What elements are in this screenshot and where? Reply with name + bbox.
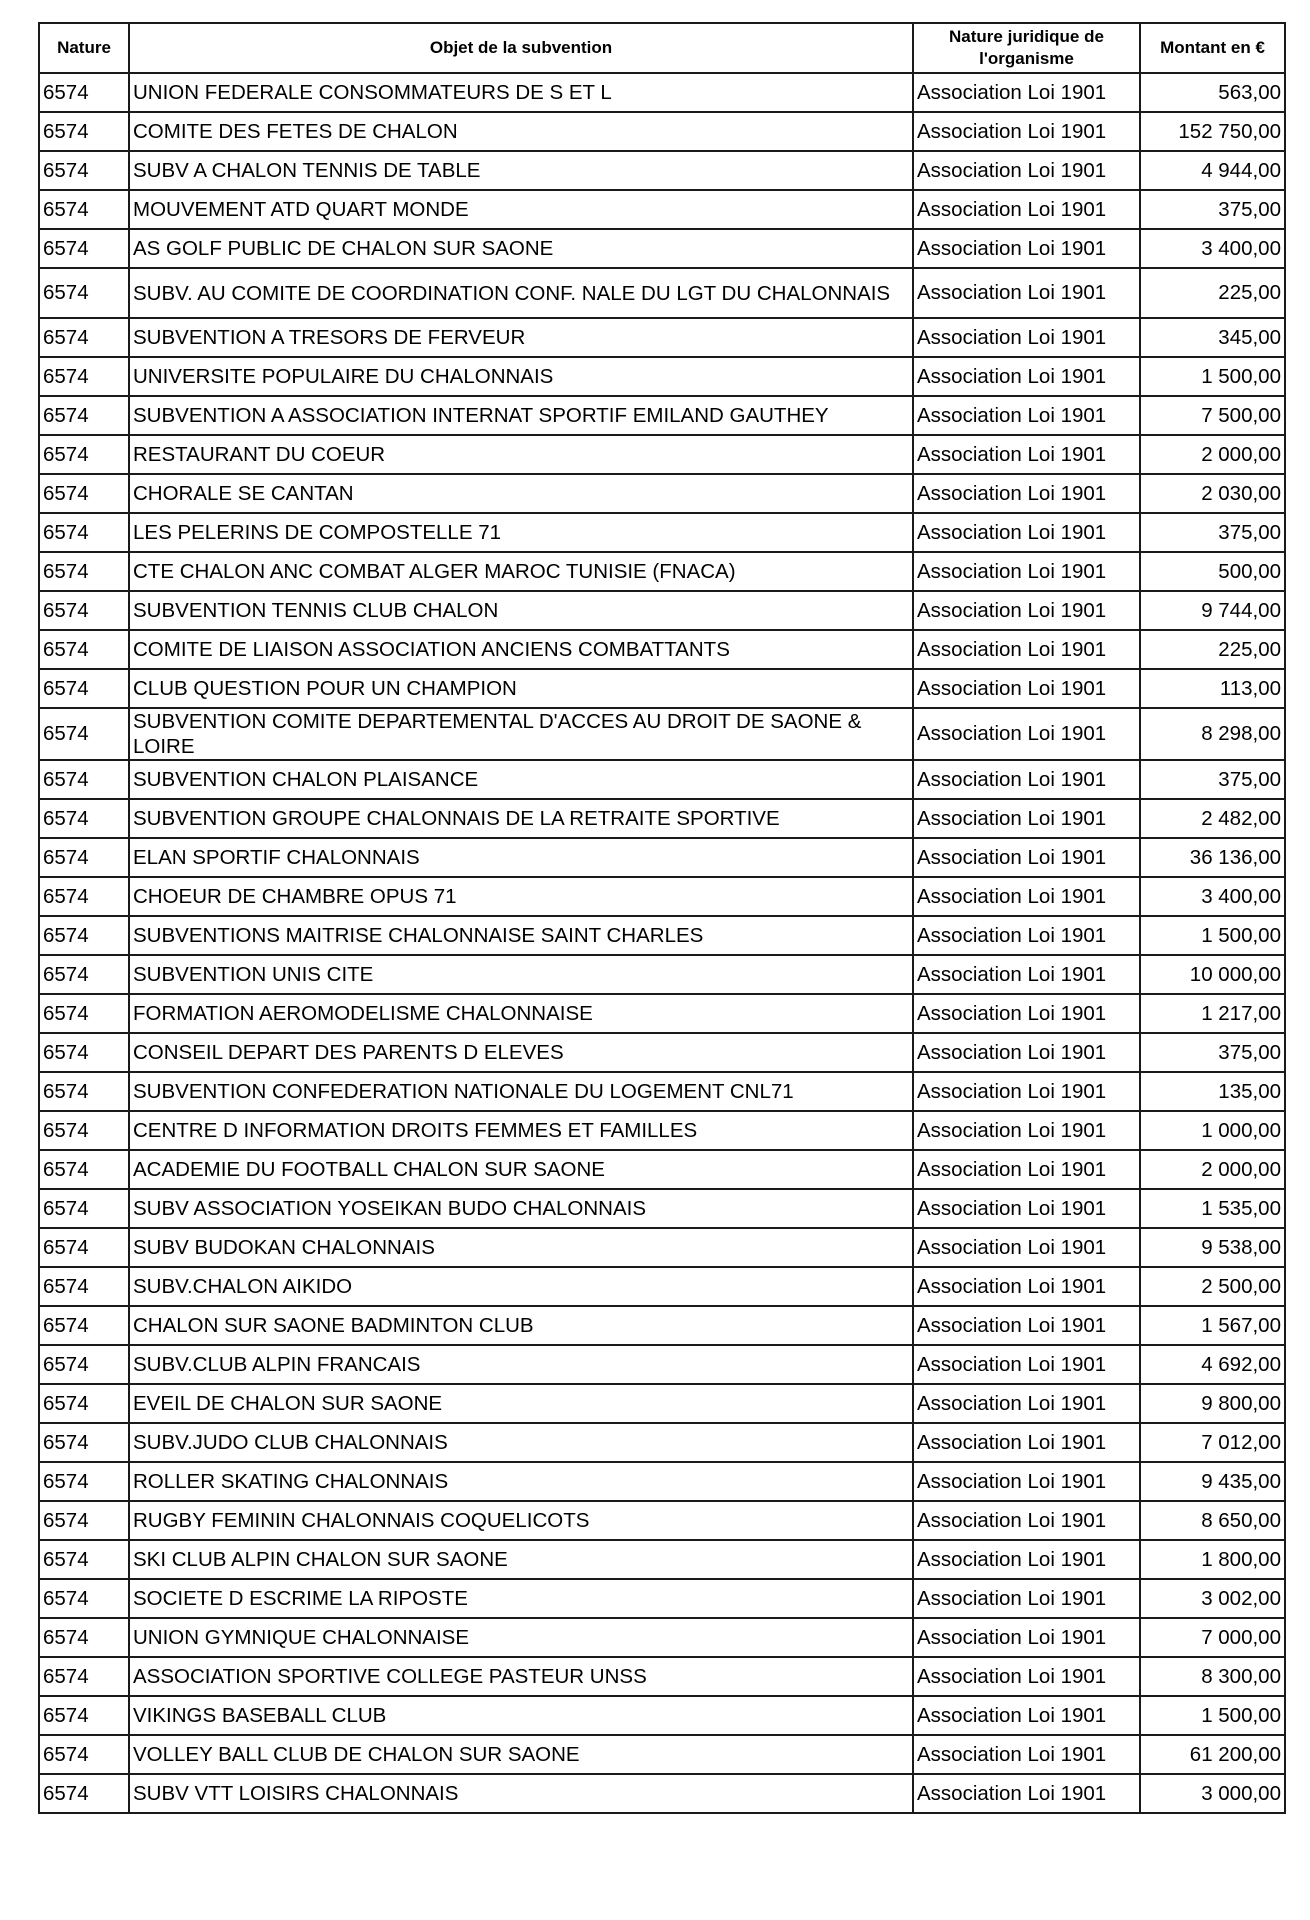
cell-objet: CHORALE SE CANTAN bbox=[129, 474, 913, 513]
cell-nature: 6574 bbox=[39, 435, 129, 474]
cell-nature-juridique: Association Loi 1901 bbox=[913, 877, 1140, 916]
cell-objet: SUBV ASSOCIATION YOSEIKAN BUDO CHALONNAIS bbox=[129, 1189, 913, 1228]
cell-objet: AS GOLF PUBLIC DE CHALON SUR SAONE bbox=[129, 229, 913, 268]
cell-nature-juridique: Association Loi 1901 bbox=[913, 1501, 1140, 1540]
cell-objet: CLUB QUESTION POUR UN CHAMPION bbox=[129, 669, 913, 708]
cell-nature-juridique: Association Loi 1901 bbox=[913, 190, 1140, 229]
cell-nature-juridique: Association Loi 1901 bbox=[913, 1228, 1140, 1267]
cell-montant: 1 500,00 bbox=[1140, 1696, 1285, 1735]
cell-objet: SUBV VTT LOISIRS CHALONNAIS bbox=[129, 1774, 913, 1813]
cell-objet: LES PELERINS DE COMPOSTELLE 71 bbox=[129, 513, 913, 552]
cell-nature-juridique: Association Loi 1901 bbox=[913, 435, 1140, 474]
table-row bbox=[39, 591, 1285, 630]
cell-objet: CHOEUR DE CHAMBRE OPUS 71 bbox=[129, 877, 913, 916]
cell-objet: VOLLEY BALL CLUB DE CHALON SUR SAONE bbox=[129, 1735, 913, 1774]
cell-montant: 2 482,00 bbox=[1140, 799, 1285, 838]
cell-nature-juridique: Association Loi 1901 bbox=[913, 1306, 1140, 1345]
cell-objet: RESTAURANT DU COEUR bbox=[129, 435, 913, 474]
table-row bbox=[39, 1735, 1285, 1774]
cell-nature: 6574 bbox=[39, 994, 129, 1033]
table-row bbox=[39, 357, 1285, 396]
cell-objet: COMITE DE LIAISON ASSOCIATION ANCIENS COMBATTANTS bbox=[129, 630, 913, 669]
cell-nature: 6574 bbox=[39, 268, 129, 318]
table-row bbox=[39, 552, 1285, 591]
cell-objet: ROLLER SKATING CHALONNAIS bbox=[129, 1462, 913, 1501]
cell-montant: 9 538,00 bbox=[1140, 1228, 1285, 1267]
cell-nature: 6574 bbox=[39, 799, 129, 838]
cell-nature: 6574 bbox=[39, 1306, 129, 1345]
table-row bbox=[39, 1618, 1285, 1657]
cell-nature-juridique: Association Loi 1901 bbox=[913, 1540, 1140, 1579]
cell-nature-juridique: Association Loi 1901 bbox=[913, 151, 1140, 190]
cell-montant: 3 000,00 bbox=[1140, 1774, 1285, 1813]
cell-nature: 6574 bbox=[39, 1540, 129, 1579]
cell-nature: 6574 bbox=[39, 591, 129, 630]
cell-nature: 6574 bbox=[39, 955, 129, 994]
cell-nature: 6574 bbox=[39, 630, 129, 669]
cell-objet: SKI CLUB ALPIN CHALON SUR SAONE bbox=[129, 1540, 913, 1579]
cell-nature-juridique: Association Loi 1901 bbox=[913, 1111, 1140, 1150]
cell-montant: 2 000,00 bbox=[1140, 1150, 1285, 1189]
table-row bbox=[39, 669, 1285, 708]
cell-nature: 6574 bbox=[39, 1501, 129, 1540]
cell-montant: 2 030,00 bbox=[1140, 474, 1285, 513]
cell-montant: 375,00 bbox=[1140, 190, 1285, 229]
header-montant: Montant en € bbox=[1140, 23, 1285, 73]
cell-objet: SUBV. AU COMITE DE COORDINATION CONF. NALE DU LGT DU CHALONNAIS bbox=[129, 268, 913, 318]
cell-objet: SUBVENTION UNIS CITE bbox=[129, 955, 913, 994]
table-row bbox=[39, 1033, 1285, 1072]
cell-objet: SUBV A CHALON TENNIS DE TABLE bbox=[129, 151, 913, 190]
cell-montant: 1 500,00 bbox=[1140, 916, 1285, 955]
cell-nature: 6574 bbox=[39, 474, 129, 513]
cell-montant: 9 744,00 bbox=[1140, 591, 1285, 630]
cell-nature-juridique: Association Loi 1901 bbox=[913, 591, 1140, 630]
cell-nature-juridique: Association Loi 1901 bbox=[913, 513, 1140, 552]
table-row bbox=[39, 630, 1285, 669]
table-row bbox=[39, 1696, 1285, 1735]
cell-montant: 1 000,00 bbox=[1140, 1111, 1285, 1150]
table-row bbox=[39, 877, 1285, 916]
table-row bbox=[39, 268, 1285, 318]
cell-nature-juridique: Association Loi 1901 bbox=[913, 994, 1140, 1033]
cell-objet: UNION GYMNIQUE CHALONNAISE bbox=[129, 1618, 913, 1657]
cell-objet: RUGBY FEMININ CHALONNAIS COQUELICOTS bbox=[129, 1501, 913, 1540]
cell-nature: 6574 bbox=[39, 1072, 129, 1111]
cell-nature: 6574 bbox=[39, 1462, 129, 1501]
cell-nature-juridique: Association Loi 1901 bbox=[913, 1423, 1140, 1462]
cell-nature: 6574 bbox=[39, 190, 129, 229]
cell-montant: 4 944,00 bbox=[1140, 151, 1285, 190]
table-row bbox=[39, 1345, 1285, 1384]
table-row bbox=[39, 1306, 1285, 1345]
cell-objet: SUBV BUDOKAN CHALONNAIS bbox=[129, 1228, 913, 1267]
cell-montant: 7 500,00 bbox=[1140, 396, 1285, 435]
table-row bbox=[39, 396, 1285, 435]
cell-objet: COMITE DES FETES DE CHALON bbox=[129, 112, 913, 151]
cell-objet: CHALON SUR SAONE BADMINTON CLUB bbox=[129, 1306, 913, 1345]
cell-nature: 6574 bbox=[39, 229, 129, 268]
cell-nature: 6574 bbox=[39, 877, 129, 916]
cell-objet: CONSEIL DEPART DES PARENTS D ELEVES bbox=[129, 1033, 913, 1072]
cell-nature: 6574 bbox=[39, 669, 129, 708]
table-row bbox=[39, 1189, 1285, 1228]
cell-nature: 6574 bbox=[39, 396, 129, 435]
cell-nature-juridique: Association Loi 1901 bbox=[913, 799, 1140, 838]
cell-nature-juridique: Association Loi 1901 bbox=[913, 396, 1140, 435]
cell-nature-juridique: Association Loi 1901 bbox=[913, 916, 1140, 955]
table-row bbox=[39, 1072, 1285, 1111]
cell-nature-juridique: Association Loi 1901 bbox=[913, 1267, 1140, 1306]
cell-objet: SUBVENTION CONFEDERATION NATIONALE DU LOGEMENT CNL71 bbox=[129, 1072, 913, 1111]
cell-nature: 6574 bbox=[39, 838, 129, 877]
cell-nature: 6574 bbox=[39, 1774, 129, 1813]
cell-nature-juridique: Association Loi 1901 bbox=[913, 1774, 1140, 1813]
table-row bbox=[39, 1501, 1285, 1540]
cell-nature: 6574 bbox=[39, 552, 129, 591]
cell-montant: 1 535,00 bbox=[1140, 1189, 1285, 1228]
cell-objet: EVEIL DE CHALON SUR SAONE bbox=[129, 1384, 913, 1423]
cell-montant: 345,00 bbox=[1140, 318, 1285, 357]
cell-nature: 6574 bbox=[39, 1735, 129, 1774]
cell-nature-juridique: Association Loi 1901 bbox=[913, 1345, 1140, 1384]
table-row bbox=[39, 708, 1285, 760]
cell-montant: 3 002,00 bbox=[1140, 1579, 1285, 1618]
table-row bbox=[39, 1540, 1285, 1579]
cell-montant: 8 298,00 bbox=[1140, 708, 1285, 760]
table-row bbox=[39, 1579, 1285, 1618]
cell-objet: FORMATION AEROMODELISME CHALONNAISE bbox=[129, 994, 913, 1033]
cell-nature-juridique: Association Loi 1901 bbox=[913, 474, 1140, 513]
cell-objet: SUBVENTION GROUPE CHALONNAIS DE LA RETRAITE SPORTIVE bbox=[129, 799, 913, 838]
table-body bbox=[39, 73, 1285, 1813]
cell-nature: 6574 bbox=[39, 318, 129, 357]
cell-nature-juridique: Association Loi 1901 bbox=[913, 1657, 1140, 1696]
table-row bbox=[39, 513, 1285, 552]
cell-nature: 6574 bbox=[39, 1189, 129, 1228]
table-row bbox=[39, 955, 1285, 994]
cell-nature: 6574 bbox=[39, 1423, 129, 1462]
cell-objet: CTE CHALON ANC COMBAT ALGER MAROC TUNISIE (FNACA) bbox=[129, 552, 913, 591]
cell-nature-juridique: Association Loi 1901 bbox=[913, 318, 1140, 357]
cell-montant: 9 800,00 bbox=[1140, 1384, 1285, 1423]
cell-objet: SUBVENTION CHALON PLAISANCE bbox=[129, 760, 913, 799]
cell-montant: 113,00 bbox=[1140, 669, 1285, 708]
cell-nature-juridique: Association Loi 1901 bbox=[913, 1033, 1140, 1072]
cell-nature: 6574 bbox=[39, 760, 129, 799]
cell-nature: 6574 bbox=[39, 513, 129, 552]
cell-objet: VIKINGS BASEBALL CLUB bbox=[129, 1696, 913, 1735]
table-row bbox=[39, 1657, 1285, 1696]
cell-nature-juridique: Association Loi 1901 bbox=[913, 760, 1140, 799]
table-row bbox=[39, 318, 1285, 357]
table-row bbox=[39, 916, 1285, 955]
cell-objet: SUBVENTIONS MAITRISE CHALONNAISE SAINT CHARLES bbox=[129, 916, 913, 955]
cell-montant: 1 217,00 bbox=[1140, 994, 1285, 1033]
cell-nature-juridique: Association Loi 1901 bbox=[913, 1696, 1140, 1735]
cell-nature: 6574 bbox=[39, 1267, 129, 1306]
cell-nature-juridique: Association Loi 1901 bbox=[913, 1384, 1140, 1423]
cell-montant: 8 300,00 bbox=[1140, 1657, 1285, 1696]
cell-nature-juridique: Association Loi 1901 bbox=[913, 708, 1140, 760]
cell-nature-juridique: Association Loi 1901 bbox=[913, 838, 1140, 877]
cell-nature-juridique: Association Loi 1901 bbox=[913, 1735, 1140, 1774]
table-row bbox=[39, 1774, 1285, 1813]
cell-nature-juridique: Association Loi 1901 bbox=[913, 229, 1140, 268]
cell-montant: 1 567,00 bbox=[1140, 1306, 1285, 1345]
cell-nature-juridique: Association Loi 1901 bbox=[913, 552, 1140, 591]
cell-montant: 1 800,00 bbox=[1140, 1540, 1285, 1579]
cell-montant: 7 000,00 bbox=[1140, 1618, 1285, 1657]
cell-objet: SUBVENTION A ASSOCIATION INTERNAT SPORTIF EMILAND GAUTHEY bbox=[129, 396, 913, 435]
table-row bbox=[39, 1423, 1285, 1462]
cell-montant: 500,00 bbox=[1140, 552, 1285, 591]
table-row bbox=[39, 1384, 1285, 1423]
cell-objet: SUBVENTION TENNIS CLUB CHALON bbox=[129, 591, 913, 630]
cell-nature: 6574 bbox=[39, 708, 129, 760]
cell-montant: 36 136,00 bbox=[1140, 838, 1285, 877]
table-row bbox=[39, 474, 1285, 513]
cell-montant: 4 692,00 bbox=[1140, 1345, 1285, 1384]
cell-nature-juridique: Association Loi 1901 bbox=[913, 630, 1140, 669]
cell-nature-juridique: Association Loi 1901 bbox=[913, 1189, 1140, 1228]
cell-objet: UNIVERSITE POPULAIRE DU CHALONNAIS bbox=[129, 357, 913, 396]
cell-nature: 6574 bbox=[39, 357, 129, 396]
cell-montant: 10 000,00 bbox=[1140, 955, 1285, 994]
cell-montant: 61 200,00 bbox=[1140, 1735, 1285, 1774]
cell-montant: 7 012,00 bbox=[1140, 1423, 1285, 1462]
cell-objet: ASSOCIATION SPORTIVE COLLEGE PASTEUR UNSS bbox=[129, 1657, 913, 1696]
table-row bbox=[39, 229, 1285, 268]
cell-montant: 2 500,00 bbox=[1140, 1267, 1285, 1306]
table-row bbox=[39, 112, 1285, 151]
cell-nature-juridique: Association Loi 1901 bbox=[913, 1618, 1140, 1657]
cell-objet: MOUVEMENT ATD QUART MONDE bbox=[129, 190, 913, 229]
header-objet: Objet de la subvention bbox=[129, 23, 913, 73]
cell-montant: 375,00 bbox=[1140, 513, 1285, 552]
cell-nature-juridique: Association Loi 1901 bbox=[913, 955, 1140, 994]
subventions-table bbox=[38, 22, 1286, 1814]
cell-montant: 8 650,00 bbox=[1140, 1501, 1285, 1540]
cell-montant: 375,00 bbox=[1140, 760, 1285, 799]
cell-objet: ELAN SPORTIF CHALONNAIS bbox=[129, 838, 913, 877]
cell-montant: 152 750,00 bbox=[1140, 112, 1285, 151]
cell-montant: 225,00 bbox=[1140, 630, 1285, 669]
cell-montant: 2 000,00 bbox=[1140, 435, 1285, 474]
cell-objet: SOCIETE D ESCRIME LA RIPOSTE bbox=[129, 1579, 913, 1618]
cell-objet: SUBV.JUDO CLUB CHALONNAIS bbox=[129, 1423, 913, 1462]
cell-objet: SUBVENTION COMITE DEPARTEMENTAL D'ACCES AU DROIT DE SAONE & LOIRE bbox=[129, 708, 913, 760]
cell-montant: 375,00 bbox=[1140, 1033, 1285, 1072]
table-header-row bbox=[39, 23, 1285, 73]
cell-montant: 1 500,00 bbox=[1140, 357, 1285, 396]
table-row bbox=[39, 151, 1285, 190]
cell-nature-juridique: Association Loi 1901 bbox=[913, 1072, 1140, 1111]
cell-nature-juridique: Association Loi 1901 bbox=[913, 268, 1140, 318]
cell-nature-juridique: Association Loi 1901 bbox=[913, 669, 1140, 708]
table-row bbox=[39, 435, 1285, 474]
header-nature-juridique: Nature juridique de l'organisme bbox=[913, 23, 1140, 73]
cell-nature: 6574 bbox=[39, 1618, 129, 1657]
cell-nature: 6574 bbox=[39, 1579, 129, 1618]
cell-nature: 6574 bbox=[39, 1111, 129, 1150]
cell-nature-juridique: Association Loi 1901 bbox=[913, 1579, 1140, 1618]
cell-nature: 6574 bbox=[39, 916, 129, 955]
cell-montant: 563,00 bbox=[1140, 73, 1285, 112]
cell-nature: 6574 bbox=[39, 1150, 129, 1189]
table-row bbox=[39, 1228, 1285, 1267]
cell-objet: SUBV.CLUB ALPIN FRANCAIS bbox=[129, 1345, 913, 1384]
cell-objet: ACADEMIE DU FOOTBALL CHALON SUR SAONE bbox=[129, 1150, 913, 1189]
cell-nature: 6574 bbox=[39, 151, 129, 190]
table-row bbox=[39, 1267, 1285, 1306]
table-row bbox=[39, 73, 1285, 112]
table-row bbox=[39, 1150, 1285, 1189]
cell-nature: 6574 bbox=[39, 73, 129, 112]
header-nature: Nature bbox=[39, 23, 129, 73]
cell-montant: 9 435,00 bbox=[1140, 1462, 1285, 1501]
table-row bbox=[39, 994, 1285, 1033]
cell-nature: 6574 bbox=[39, 1345, 129, 1384]
table-row bbox=[39, 1111, 1285, 1150]
cell-nature-juridique: Association Loi 1901 bbox=[913, 112, 1140, 151]
cell-nature-juridique: Association Loi 1901 bbox=[913, 1462, 1140, 1501]
cell-objet: CENTRE D INFORMATION DROITS FEMMES ET FAMILLES bbox=[129, 1111, 913, 1150]
cell-montant: 135,00 bbox=[1140, 1072, 1285, 1111]
table-row bbox=[39, 838, 1285, 877]
cell-nature: 6574 bbox=[39, 1384, 129, 1423]
cell-nature-juridique: Association Loi 1901 bbox=[913, 1150, 1140, 1189]
cell-nature: 6574 bbox=[39, 1657, 129, 1696]
table-row bbox=[39, 1462, 1285, 1501]
table-row bbox=[39, 760, 1285, 799]
cell-montant: 225,00 bbox=[1140, 268, 1285, 318]
cell-nature-juridique: Association Loi 1901 bbox=[913, 73, 1140, 112]
cell-objet: UNION FEDERALE CONSOMMATEURS DE S ET L bbox=[129, 73, 913, 112]
table-row bbox=[39, 190, 1285, 229]
cell-objet: SUBV.CHALON AIKIDO bbox=[129, 1267, 913, 1306]
cell-nature: 6574 bbox=[39, 1696, 129, 1735]
cell-nature: 6574 bbox=[39, 112, 129, 151]
table-row bbox=[39, 799, 1285, 838]
cell-montant: 3 400,00 bbox=[1140, 877, 1285, 916]
cell-montant: 3 400,00 bbox=[1140, 229, 1285, 268]
cell-nature: 6574 bbox=[39, 1033, 129, 1072]
cell-objet: SUBVENTION A TRESORS DE FERVEUR bbox=[129, 318, 913, 357]
cell-nature: 6574 bbox=[39, 1228, 129, 1267]
cell-nature-juridique: Association Loi 1901 bbox=[913, 357, 1140, 396]
